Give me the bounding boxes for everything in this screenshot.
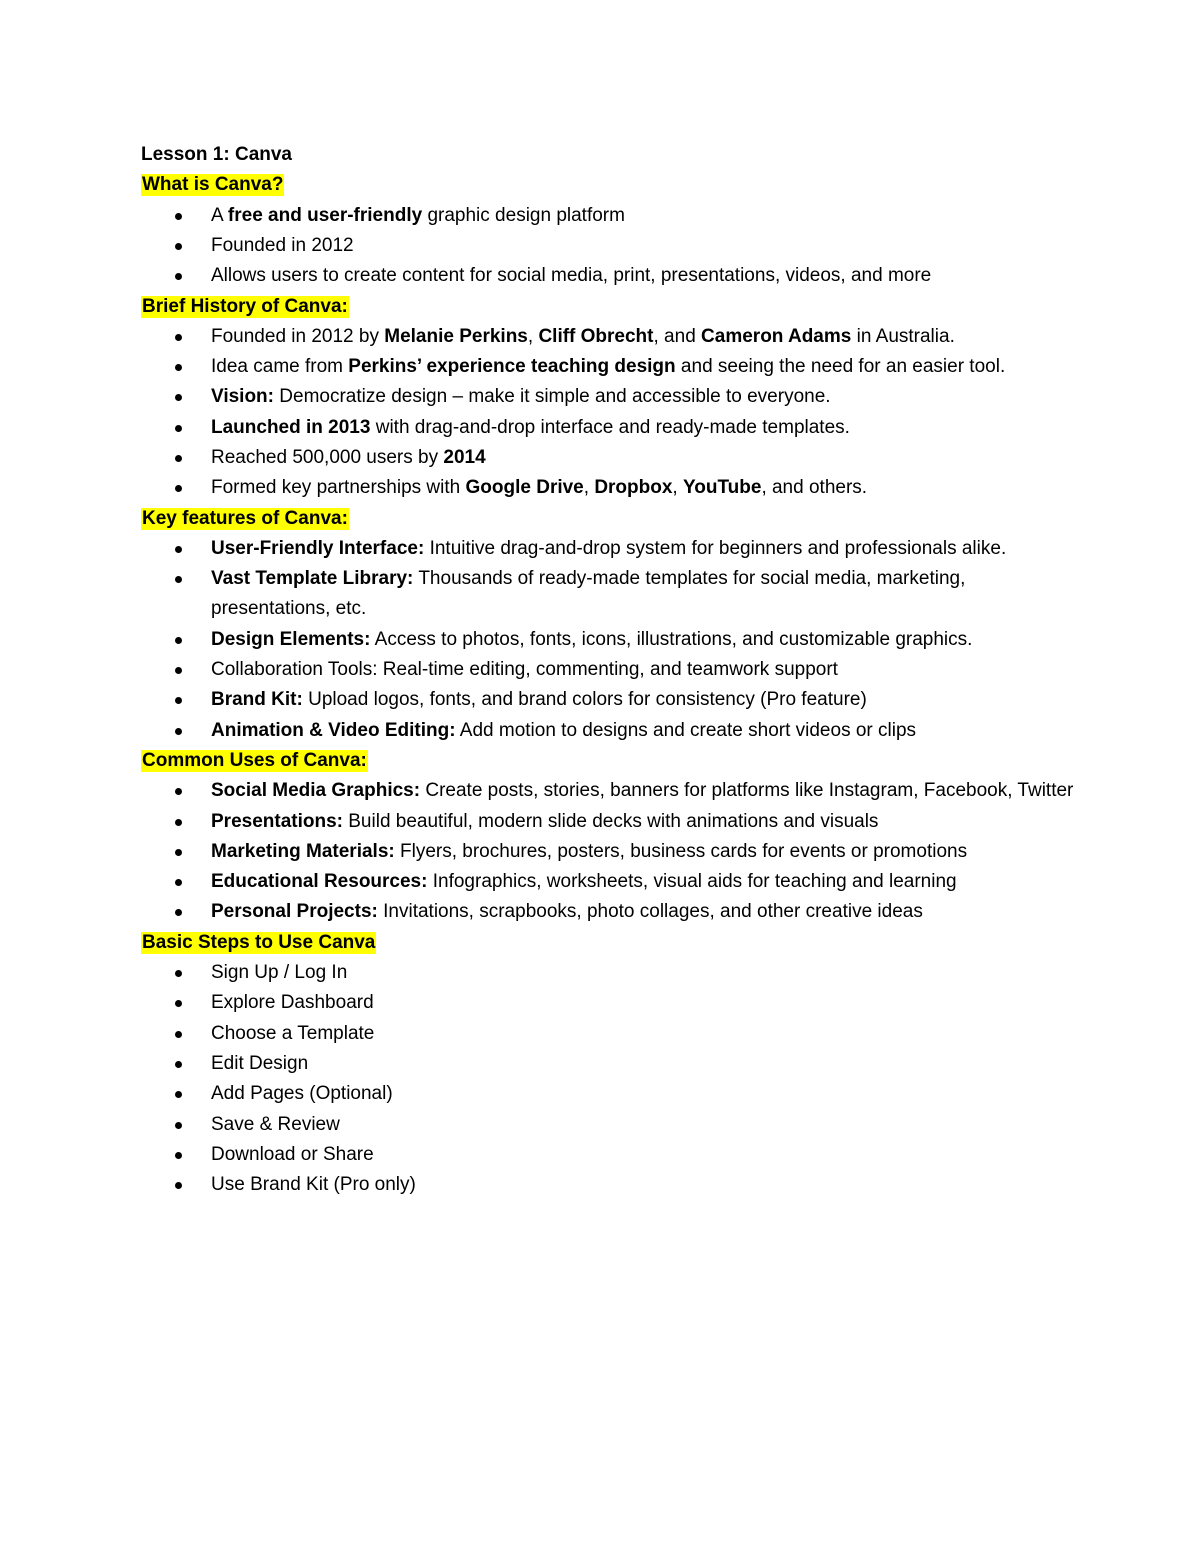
bullet-list — [141, 534, 1081, 746]
text: with drag-and-drop interface and ready-made templates. — [370, 416, 850, 438]
text: in Australia. — [851, 325, 955, 347]
section — [141, 504, 1081, 746]
bold-text: User-Friendly Interface: — [211, 537, 425, 559]
text: Founded in 2012 by — [211, 325, 385, 347]
sections-container — [141, 170, 1081, 1200]
list-item — [141, 261, 1081, 291]
bullet-icon — [175, 1031, 182, 1038]
text: , — [672, 477, 683, 499]
section-heading: What is Canva? — [142, 174, 284, 196]
bold-text: YouTube — [682, 477, 762, 499]
section — [141, 928, 1081, 1201]
bold-text: Vision: — [211, 386, 274, 408]
bullet-icon — [175, 1182, 182, 1189]
list-item — [141, 1140, 1081, 1170]
bullet-icon — [175, 485, 182, 492]
text: Use Brand Kit (Pro only) — [211, 1174, 416, 1196]
section — [141, 170, 1081, 291]
bullet-icon — [175, 334, 182, 341]
bullet-icon — [175, 1122, 182, 1129]
list-item — [141, 443, 1081, 473]
text: Thousands of ready-made templates for social media, marketing, presentations, etc. — [211, 568, 966, 620]
bold-text: Cameron Adams — [701, 325, 852, 347]
list-item — [141, 1079, 1081, 1109]
text: Idea came from — [211, 356, 349, 378]
bold-text: Dropbox — [594, 477, 673, 499]
text: Intuitive drag-and-drop system for beginners and professionals alike. — [424, 537, 1007, 559]
text: Infographics, worksheets, visual aids for teaching and learning — [427, 871, 957, 893]
list-item — [141, 322, 1081, 352]
bold-text: Brand Kit: — [211, 689, 303, 711]
bold-text: Educational Resources: — [211, 871, 428, 893]
list-item — [141, 1110, 1081, 1140]
text: Upload logos, fonts, and brand colors for consistency (Pro feature) — [302, 689, 867, 711]
text: Invitations, scrapbooks, photo collages, and other creative ideas — [377, 901, 923, 923]
list-item — [141, 1019, 1081, 1049]
list-item — [141, 534, 1081, 564]
bold-text: Social Media Graphics: — [211, 780, 421, 802]
text: Collaboration Tools: Real-time editing, commenting, and teamwork support — [211, 659, 838, 681]
section — [141, 291, 1081, 503]
bullet-icon — [175, 697, 182, 704]
bullet-icon — [175, 819, 182, 826]
text: Add motion to designs and create short videos or clips — [455, 719, 917, 741]
text: Build beautiful, modern slide decks with animations and visuals — [342, 810, 879, 832]
list-item — [141, 352, 1081, 382]
bullet-icon — [175, 970, 182, 977]
bullet-icon — [175, 879, 182, 886]
text: A — [211, 204, 228, 226]
bold-text: Cliff Obrecht — [538, 325, 654, 347]
list-item — [141, 231, 1081, 261]
bold-text: Personal Projects: — [211, 901, 378, 923]
text: Add Pages (Optional) — [211, 1083, 393, 1105]
list-item — [141, 685, 1081, 715]
bullet-list — [141, 776, 1081, 927]
bullet-icon — [175, 909, 182, 916]
document-content — [141, 140, 1081, 1200]
text: , and others. — [761, 477, 868, 499]
bullet-icon — [175, 1091, 182, 1098]
bullet-list — [141, 322, 1081, 504]
bullet-icon — [175, 637, 182, 644]
section-heading: Basic Steps to Use Canva — [142, 931, 376, 953]
bullet-icon — [175, 849, 182, 856]
bullet-icon — [175, 243, 182, 250]
section-heading-row — [141, 504, 1081, 534]
bullet-icon — [175, 273, 182, 280]
bold-text: 2014 — [443, 446, 486, 468]
bullet-list — [141, 958, 1081, 1200]
text: Save & Review — [211, 1113, 340, 1135]
bold-text: Design Elements: — [211, 628, 371, 650]
list-item — [141, 413, 1081, 443]
text: , — [527, 325, 539, 347]
bullet-icon — [175, 425, 182, 432]
list-item — [141, 655, 1081, 685]
section-heading: Brief History of Canva: — [142, 295, 348, 317]
text: , — [583, 477, 595, 499]
section-heading-row — [141, 291, 1081, 321]
list-item — [141, 807, 1081, 837]
text: graphic design platform — [422, 204, 625, 226]
list-item — [141, 625, 1081, 655]
list-item — [141, 958, 1081, 988]
bold-text: Presentations: — [211, 810, 343, 832]
list-item — [141, 867, 1081, 897]
list-item — [141, 897, 1081, 927]
bullet-icon — [175, 364, 182, 371]
list-item — [141, 716, 1081, 746]
text: and seeing the need for an easier tool. — [675, 356, 1006, 378]
text: Access to photos, fonts, icons, illustrations, and customizable graphics. — [370, 628, 973, 650]
bullet-icon — [175, 576, 182, 583]
bullet-icon — [175, 788, 182, 795]
text: Allows users to create content for social media, print, presentations, videos, and more — [211, 265, 932, 287]
text: Choose a Template — [211, 1022, 375, 1044]
list-item — [141, 1170, 1081, 1200]
text: Formed key partnerships with — [211, 477, 466, 499]
text: Create posts, stories, banners for platforms like Instagram, Facebook, Twitter — [420, 780, 1074, 802]
bullet-icon — [175, 728, 182, 735]
bullet-icon — [175, 1152, 182, 1159]
list-item — [141, 988, 1081, 1018]
text: Sign Up / Log In — [211, 962, 348, 984]
bold-text: Launched in 2013 — [211, 416, 371, 438]
text: , and — [653, 325, 702, 347]
text: Explore Dashboard — [211, 992, 374, 1014]
text: Flyers, brochures, posters, business cards for events or promotions — [394, 840, 968, 862]
bullet-icon — [175, 213, 182, 220]
bullet-icon — [175, 1061, 182, 1068]
bullet-icon — [175, 667, 182, 674]
bold-text: Perkins’ experience teaching design — [348, 356, 676, 378]
section — [141, 746, 1081, 928]
bullet-icon — [175, 546, 182, 553]
bold-text: Marketing Materials: — [211, 840, 395, 862]
bullet-icon — [175, 455, 182, 462]
list-item — [141, 382, 1081, 412]
bold-text: free and user-friendly — [227, 204, 423, 226]
bullet-list — [141, 201, 1081, 292]
text: Edit Design — [211, 1052, 309, 1074]
list-item — [141, 564, 1081, 625]
text: Democratize design – make it simple and accessible to everyone. — [274, 386, 831, 408]
page-title: Lesson 1: Canva — [141, 144, 292, 165]
list-item — [141, 1049, 1081, 1079]
section-heading: Common Uses of Canva: — [142, 750, 367, 772]
section-heading-row — [141, 928, 1081, 958]
section-heading-row — [141, 170, 1081, 200]
list-item — [141, 837, 1081, 867]
list-item — [141, 473, 1081, 503]
list-item — [141, 201, 1081, 231]
bold-text: Animation & Video Editing: — [211, 719, 456, 741]
bold-text: Vast Template Library: — [211, 568, 414, 590]
section-heading: Key features of Canva: — [142, 507, 348, 529]
bold-text: Melanie Perkins — [384, 325, 528, 347]
section-heading-row — [141, 746, 1081, 776]
bullet-icon — [175, 394, 182, 401]
bullet-icon — [175, 1000, 182, 1007]
list-item — [141, 776, 1081, 806]
text: Download or Share — [211, 1143, 374, 1165]
text: Founded in 2012 — [211, 234, 354, 256]
text: Reached 500,000 users by — [211, 446, 444, 468]
bold-text: Google Drive — [465, 477, 584, 499]
